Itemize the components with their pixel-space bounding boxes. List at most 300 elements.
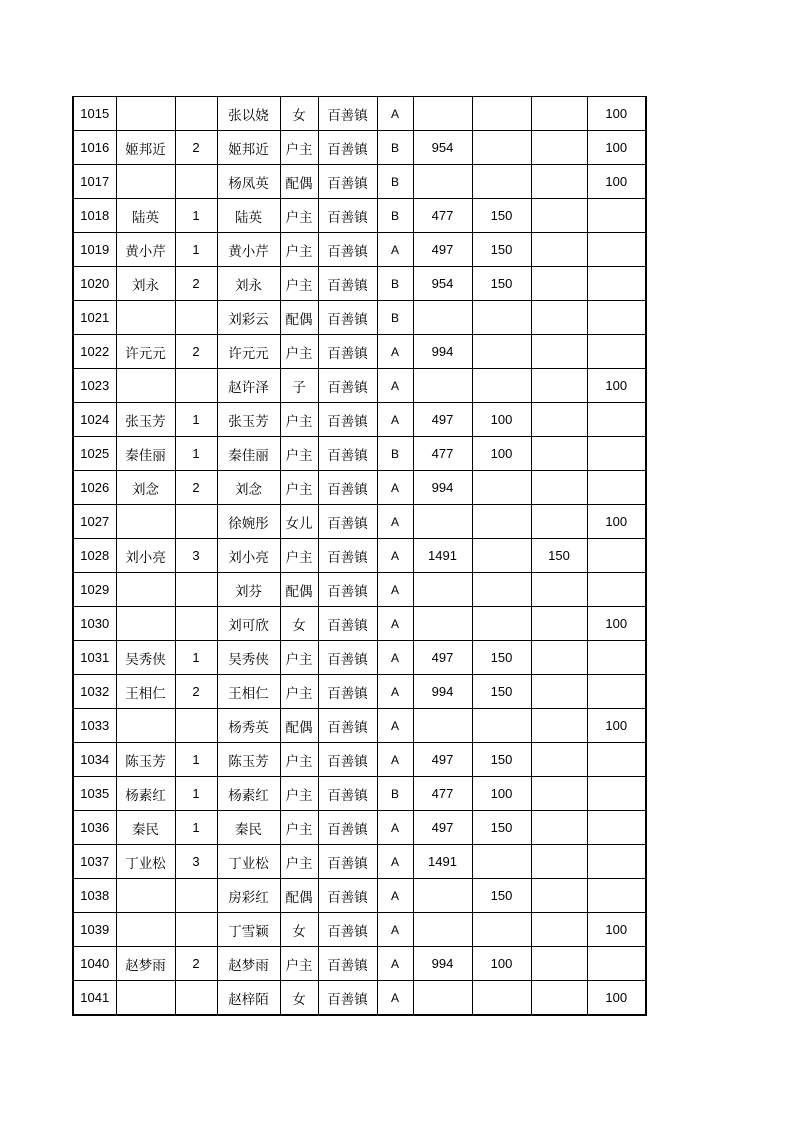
table-row bbox=[73, 845, 646, 879]
amount-d-cell bbox=[587, 675, 646, 709]
household-head-cell bbox=[116, 165, 175, 199]
township-cell: 百善镇 bbox=[318, 505, 377, 539]
amount-d-cell: 100 bbox=[587, 131, 646, 165]
household-size-cell bbox=[175, 505, 217, 539]
amount-b-cell bbox=[472, 369, 531, 403]
household-size-cell: 1 bbox=[175, 641, 217, 675]
amount-d-cell bbox=[587, 743, 646, 777]
household-head-cell: 吴秀侠 bbox=[116, 641, 175, 675]
table-row bbox=[73, 539, 646, 573]
amount-c-cell bbox=[531, 947, 587, 981]
table-row bbox=[73, 437, 646, 471]
township-cell: 百善镇 bbox=[318, 777, 377, 811]
amount-b-cell: 150 bbox=[472, 267, 531, 301]
relation-cell: 户主 bbox=[280, 641, 318, 675]
household-head-cell bbox=[116, 301, 175, 335]
amount-d-cell: 100 bbox=[587, 607, 646, 641]
amount-c-cell bbox=[531, 165, 587, 199]
grade-cell: A bbox=[377, 539, 413, 573]
amount-a-cell bbox=[413, 369, 472, 403]
household-size-cell: 2 bbox=[175, 131, 217, 165]
township-cell: 百善镇 bbox=[318, 607, 377, 641]
row-number-cell: 1032 bbox=[73, 675, 116, 709]
row-number-cell: 1016 bbox=[73, 131, 116, 165]
relation-cell: 户主 bbox=[280, 811, 318, 845]
grade-cell: B bbox=[377, 199, 413, 233]
row-number-cell: 1041 bbox=[73, 981, 116, 1016]
township-cell: 百善镇 bbox=[318, 369, 377, 403]
grade-cell: B bbox=[377, 165, 413, 199]
grade-cell: B bbox=[377, 131, 413, 165]
table-row bbox=[73, 471, 646, 505]
grade-cell: A bbox=[377, 913, 413, 947]
household-subsidy-table bbox=[72, 96, 647, 1016]
household-head-cell bbox=[116, 97, 175, 131]
amount-c-cell bbox=[531, 369, 587, 403]
amount-d-cell bbox=[587, 335, 646, 369]
household-head-cell: 赵梦雨 bbox=[116, 947, 175, 981]
table-row bbox=[73, 913, 646, 947]
table-row bbox=[73, 131, 646, 165]
amount-b-cell bbox=[472, 709, 531, 743]
row-number-cell: 1025 bbox=[73, 437, 116, 471]
township-cell: 百善镇 bbox=[318, 573, 377, 607]
household-size-cell bbox=[175, 879, 217, 913]
township-cell: 百善镇 bbox=[318, 981, 377, 1016]
amount-a-cell bbox=[413, 165, 472, 199]
amount-a-cell bbox=[413, 301, 472, 335]
amount-d-cell bbox=[587, 947, 646, 981]
grade-cell: A bbox=[377, 709, 413, 743]
township-cell: 百善镇 bbox=[318, 301, 377, 335]
township-cell: 百善镇 bbox=[318, 267, 377, 301]
amount-b-cell bbox=[472, 505, 531, 539]
grade-cell: A bbox=[377, 845, 413, 879]
grade-cell: A bbox=[377, 607, 413, 641]
township-cell: 百善镇 bbox=[318, 879, 377, 913]
amount-b-cell: 150 bbox=[472, 811, 531, 845]
table-row bbox=[73, 505, 646, 539]
amount-c-cell bbox=[531, 845, 587, 879]
member-name-cell: 徐婉彤 bbox=[217, 505, 280, 539]
row-number-cell: 1028 bbox=[73, 539, 116, 573]
household-size-cell: 3 bbox=[175, 539, 217, 573]
member-name-cell: 陈玉芳 bbox=[217, 743, 280, 777]
row-number-cell: 1031 bbox=[73, 641, 116, 675]
grade-cell: A bbox=[377, 233, 413, 267]
relation-cell: 户主 bbox=[280, 471, 318, 505]
amount-c-cell bbox=[531, 301, 587, 335]
member-name-cell: 张以娆 bbox=[217, 97, 280, 131]
amount-d-cell bbox=[587, 573, 646, 607]
amount-d-cell bbox=[587, 471, 646, 505]
township-cell: 百善镇 bbox=[318, 811, 377, 845]
relation-cell: 户主 bbox=[280, 777, 318, 811]
household-head-cell: 许元元 bbox=[116, 335, 175, 369]
amount-b-cell: 150 bbox=[472, 879, 531, 913]
relation-cell: 户主 bbox=[280, 131, 318, 165]
member-name-cell: 刘小亮 bbox=[217, 539, 280, 573]
household-size-cell: 1 bbox=[175, 811, 217, 845]
grade-cell: A bbox=[377, 811, 413, 845]
row-number-cell: 1039 bbox=[73, 913, 116, 947]
amount-b-cell bbox=[472, 335, 531, 369]
household-head-cell: 刘小亮 bbox=[116, 539, 175, 573]
township-cell: 百善镇 bbox=[318, 165, 377, 199]
amount-d-cell bbox=[587, 845, 646, 879]
household-size-cell bbox=[175, 607, 217, 641]
row-number-cell: 1019 bbox=[73, 233, 116, 267]
member-name-cell: 许元元 bbox=[217, 335, 280, 369]
household-head-cell bbox=[116, 369, 175, 403]
table-row bbox=[73, 811, 646, 845]
member-name-cell: 杨秀英 bbox=[217, 709, 280, 743]
amount-d-cell bbox=[587, 811, 646, 845]
amount-a-cell bbox=[413, 709, 472, 743]
amount-c-cell bbox=[531, 913, 587, 947]
amount-c-cell bbox=[531, 267, 587, 301]
amount-d-cell bbox=[587, 437, 646, 471]
row-number-cell: 1026 bbox=[73, 471, 116, 505]
member-name-cell: 丁业松 bbox=[217, 845, 280, 879]
row-number-cell: 1023 bbox=[73, 369, 116, 403]
household-head-cell bbox=[116, 913, 175, 947]
grade-cell: B bbox=[377, 301, 413, 335]
relation-cell: 女 bbox=[280, 97, 318, 131]
amount-b-cell: 100 bbox=[472, 947, 531, 981]
amount-a-cell bbox=[413, 97, 472, 131]
table-row bbox=[73, 369, 646, 403]
member-name-cell: 秦民 bbox=[217, 811, 280, 845]
grade-cell: B bbox=[377, 777, 413, 811]
member-name-cell: 姬邦近 bbox=[217, 131, 280, 165]
member-name-cell: 吴秀侠 bbox=[217, 641, 280, 675]
row-number-cell: 1017 bbox=[73, 165, 116, 199]
member-name-cell: 赵梦雨 bbox=[217, 947, 280, 981]
household-head-cell: 秦佳丽 bbox=[116, 437, 175, 471]
amount-c-cell bbox=[531, 777, 587, 811]
amount-a-cell bbox=[413, 505, 472, 539]
row-number-cell: 1020 bbox=[73, 267, 116, 301]
amount-b-cell: 150 bbox=[472, 743, 531, 777]
household-head-cell: 姬邦近 bbox=[116, 131, 175, 165]
relation-cell: 户主 bbox=[280, 199, 318, 233]
amount-d-cell: 100 bbox=[587, 505, 646, 539]
amount-b-cell bbox=[472, 573, 531, 607]
amount-c-cell bbox=[531, 743, 587, 777]
household-size-cell: 1 bbox=[175, 199, 217, 233]
row-number-cell: 1029 bbox=[73, 573, 116, 607]
amount-a-cell: 497 bbox=[413, 743, 472, 777]
grade-cell: B bbox=[377, 267, 413, 301]
household-size-cell: 3 bbox=[175, 845, 217, 879]
amount-a-cell: 497 bbox=[413, 811, 472, 845]
amount-d-cell bbox=[587, 233, 646, 267]
amount-a-cell bbox=[413, 573, 472, 607]
grade-cell: A bbox=[377, 369, 413, 403]
amount-a-cell: 954 bbox=[413, 267, 472, 301]
table-row bbox=[73, 879, 646, 913]
amount-b-cell bbox=[472, 97, 531, 131]
household-head-cell bbox=[116, 879, 175, 913]
amount-d-cell: 100 bbox=[587, 913, 646, 947]
member-name-cell: 刘彩云 bbox=[217, 301, 280, 335]
grade-cell: B bbox=[377, 437, 413, 471]
household-size-cell: 2 bbox=[175, 335, 217, 369]
amount-c-cell bbox=[531, 879, 587, 913]
amount-d-cell bbox=[587, 267, 646, 301]
amount-d-cell bbox=[587, 301, 646, 335]
row-number-cell: 1022 bbox=[73, 335, 116, 369]
table-row bbox=[73, 607, 646, 641]
row-number-cell: 1030 bbox=[73, 607, 116, 641]
township-cell: 百善镇 bbox=[318, 131, 377, 165]
row-number-cell: 1021 bbox=[73, 301, 116, 335]
table-row bbox=[73, 777, 646, 811]
household-size-cell: 1 bbox=[175, 777, 217, 811]
amount-c-cell bbox=[531, 709, 587, 743]
relation-cell: 户主 bbox=[280, 743, 318, 777]
relation-cell: 女儿 bbox=[280, 505, 318, 539]
household-head-cell: 陆英 bbox=[116, 199, 175, 233]
grade-cell: A bbox=[377, 675, 413, 709]
amount-a-cell: 994 bbox=[413, 947, 472, 981]
amount-a-cell: 477 bbox=[413, 199, 472, 233]
relation-cell: 户主 bbox=[280, 233, 318, 267]
relation-cell: 女 bbox=[280, 981, 318, 1016]
member-name-cell: 赵梓陌 bbox=[217, 981, 280, 1016]
household-size-cell bbox=[175, 165, 217, 199]
member-name-cell: 丁雪颖 bbox=[217, 913, 280, 947]
grade-cell: A bbox=[377, 403, 413, 437]
grade-cell: A bbox=[377, 471, 413, 505]
member-name-cell: 秦佳丽 bbox=[217, 437, 280, 471]
township-cell: 百善镇 bbox=[318, 675, 377, 709]
township-cell: 百善镇 bbox=[318, 471, 377, 505]
household-size-cell bbox=[175, 301, 217, 335]
amount-c-cell bbox=[531, 131, 587, 165]
amount-d-cell bbox=[587, 641, 646, 675]
household-size-cell bbox=[175, 981, 217, 1016]
township-cell: 百善镇 bbox=[318, 233, 377, 267]
amount-d-cell: 100 bbox=[587, 165, 646, 199]
member-name-cell: 刘芬 bbox=[217, 573, 280, 607]
household-head-cell: 杨素红 bbox=[116, 777, 175, 811]
relation-cell: 户主 bbox=[280, 335, 318, 369]
amount-a-cell: 994 bbox=[413, 471, 472, 505]
row-number-cell: 1037 bbox=[73, 845, 116, 879]
table-row bbox=[73, 267, 646, 301]
member-name-cell: 杨素红 bbox=[217, 777, 280, 811]
amount-b-cell bbox=[472, 471, 531, 505]
grade-cell: A bbox=[377, 981, 413, 1016]
township-cell: 百善镇 bbox=[318, 437, 377, 471]
grade-cell: A bbox=[377, 335, 413, 369]
relation-cell: 户主 bbox=[280, 403, 318, 437]
relation-cell: 户主 bbox=[280, 675, 318, 709]
grade-cell: A bbox=[377, 97, 413, 131]
household-size-cell bbox=[175, 913, 217, 947]
amount-b-cell bbox=[472, 131, 531, 165]
amount-a-cell bbox=[413, 607, 472, 641]
household-head-cell bbox=[116, 573, 175, 607]
amount-c-cell bbox=[531, 607, 587, 641]
relation-cell: 配偶 bbox=[280, 301, 318, 335]
row-number-cell: 1040 bbox=[73, 947, 116, 981]
member-name-cell: 陆英 bbox=[217, 199, 280, 233]
amount-d-cell bbox=[587, 539, 646, 573]
table-row bbox=[73, 165, 646, 199]
relation-cell: 女 bbox=[280, 913, 318, 947]
household-size-cell: 1 bbox=[175, 743, 217, 777]
household-head-cell bbox=[116, 607, 175, 641]
member-name-cell: 王相仁 bbox=[217, 675, 280, 709]
relation-cell: 户主 bbox=[280, 267, 318, 301]
household-size-cell: 2 bbox=[175, 267, 217, 301]
row-number-cell: 1038 bbox=[73, 879, 116, 913]
household-head-cell: 张玉芳 bbox=[116, 403, 175, 437]
row-number-cell: 1018 bbox=[73, 199, 116, 233]
amount-d-cell: 100 bbox=[587, 97, 646, 131]
amount-c-cell: 150 bbox=[531, 539, 587, 573]
grade-cell: A bbox=[377, 879, 413, 913]
amount-a-cell: 954 bbox=[413, 131, 472, 165]
township-cell: 百善镇 bbox=[318, 199, 377, 233]
amount-b-cell bbox=[472, 165, 531, 199]
grade-cell: A bbox=[377, 743, 413, 777]
grade-cell: A bbox=[377, 505, 413, 539]
grade-cell: A bbox=[377, 573, 413, 607]
amount-b-cell: 100 bbox=[472, 777, 531, 811]
amount-b-cell: 150 bbox=[472, 675, 531, 709]
amount-a-cell: 497 bbox=[413, 403, 472, 437]
amount-c-cell bbox=[531, 471, 587, 505]
table-row bbox=[73, 743, 646, 777]
amount-c-cell bbox=[531, 437, 587, 471]
relation-cell: 户主 bbox=[280, 539, 318, 573]
amount-a-cell: 497 bbox=[413, 641, 472, 675]
household-size-cell: 2 bbox=[175, 947, 217, 981]
household-head-cell: 王相仁 bbox=[116, 675, 175, 709]
township-cell: 百善镇 bbox=[318, 947, 377, 981]
household-head-cell: 刘永 bbox=[116, 267, 175, 301]
amount-a-cell: 1491 bbox=[413, 845, 472, 879]
township-cell: 百善镇 bbox=[318, 709, 377, 743]
relation-cell: 户主 bbox=[280, 947, 318, 981]
amount-d-cell: 100 bbox=[587, 981, 646, 1016]
table-row bbox=[73, 947, 646, 981]
amount-b-cell bbox=[472, 301, 531, 335]
table-row bbox=[73, 97, 646, 131]
amount-a-cell: 994 bbox=[413, 335, 472, 369]
household-size-cell bbox=[175, 709, 217, 743]
grade-cell: A bbox=[377, 947, 413, 981]
table-row bbox=[73, 573, 646, 607]
amount-b-cell: 150 bbox=[472, 233, 531, 267]
household-head-cell: 刘念 bbox=[116, 471, 175, 505]
household-head-cell: 陈玉芳 bbox=[116, 743, 175, 777]
table-row bbox=[73, 403, 646, 437]
relation-cell: 配偶 bbox=[280, 165, 318, 199]
table-row bbox=[73, 335, 646, 369]
household-size-cell: 1 bbox=[175, 403, 217, 437]
township-cell: 百善镇 bbox=[318, 845, 377, 879]
amount-a-cell bbox=[413, 981, 472, 1016]
table-row bbox=[73, 641, 646, 675]
table-body bbox=[73, 97, 646, 1016]
row-number-cell: 1034 bbox=[73, 743, 116, 777]
amount-c-cell bbox=[531, 675, 587, 709]
table-row bbox=[73, 301, 646, 335]
amount-a-cell bbox=[413, 879, 472, 913]
amount-c-cell bbox=[531, 573, 587, 607]
member-name-cell: 刘永 bbox=[217, 267, 280, 301]
township-cell: 百善镇 bbox=[318, 641, 377, 675]
row-number-cell: 1036 bbox=[73, 811, 116, 845]
relation-cell: 子 bbox=[280, 369, 318, 403]
amount-d-cell bbox=[587, 199, 646, 233]
amount-b-cell bbox=[472, 981, 531, 1016]
member-name-cell: 刘念 bbox=[217, 471, 280, 505]
relation-cell: 女 bbox=[280, 607, 318, 641]
table-row bbox=[73, 233, 646, 267]
amount-d-cell: 100 bbox=[587, 369, 646, 403]
household-size-cell: 1 bbox=[175, 233, 217, 267]
member-name-cell: 刘可欣 bbox=[217, 607, 280, 641]
amount-c-cell bbox=[531, 335, 587, 369]
row-number-cell: 1033 bbox=[73, 709, 116, 743]
table-row bbox=[73, 981, 646, 1016]
household-size-cell: 1 bbox=[175, 437, 217, 471]
amount-b-cell: 150 bbox=[472, 199, 531, 233]
member-name-cell: 房彩红 bbox=[217, 879, 280, 913]
amount-a-cell bbox=[413, 913, 472, 947]
household-head-cell: 黄小芹 bbox=[116, 233, 175, 267]
amount-c-cell bbox=[531, 403, 587, 437]
amount-c-cell bbox=[531, 233, 587, 267]
household-size-cell: 2 bbox=[175, 675, 217, 709]
amount-d-cell bbox=[587, 777, 646, 811]
household-size-cell bbox=[175, 573, 217, 607]
table-row bbox=[73, 675, 646, 709]
household-size-cell bbox=[175, 97, 217, 131]
amount-b-cell bbox=[472, 607, 531, 641]
amount-a-cell: 497 bbox=[413, 233, 472, 267]
amount-c-cell bbox=[531, 97, 587, 131]
grade-cell: A bbox=[377, 641, 413, 675]
member-name-cell: 赵许泽 bbox=[217, 369, 280, 403]
amount-b-cell: 100 bbox=[472, 403, 531, 437]
member-name-cell: 张玉芳 bbox=[217, 403, 280, 437]
amount-a-cell: 994 bbox=[413, 675, 472, 709]
row-number-cell: 1027 bbox=[73, 505, 116, 539]
amount-a-cell: 1491 bbox=[413, 539, 472, 573]
relation-cell: 配偶 bbox=[280, 573, 318, 607]
amount-c-cell bbox=[531, 641, 587, 675]
household-head-cell: 秦民 bbox=[116, 811, 175, 845]
amount-c-cell bbox=[531, 981, 587, 1016]
township-cell: 百善镇 bbox=[318, 913, 377, 947]
table-row bbox=[73, 199, 646, 233]
amount-b-cell: 150 bbox=[472, 641, 531, 675]
member-name-cell: 杨凤英 bbox=[217, 165, 280, 199]
township-cell: 百善镇 bbox=[318, 403, 377, 437]
row-number-cell: 1024 bbox=[73, 403, 116, 437]
row-number-cell: 1035 bbox=[73, 777, 116, 811]
household-size-cell: 2 bbox=[175, 471, 217, 505]
relation-cell: 配偶 bbox=[280, 879, 318, 913]
amount-a-cell: 477 bbox=[413, 437, 472, 471]
